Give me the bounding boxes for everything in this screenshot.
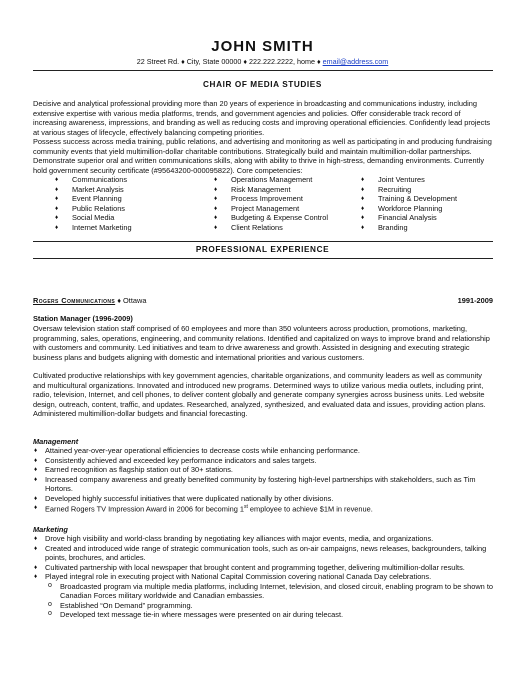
management-item: ♦ Earned recognition as flagship station out of 30+ stations.: [33, 465, 495, 475]
company-name: Rogers Communications: [33, 296, 116, 305]
company-location: ♦ Ottawa: [117, 296, 147, 305]
competency-item: ♦ Process Improvement: [211, 194, 328, 204]
marketing-list: [33, 534, 495, 620]
management-item: ♦ Developed highly successful initiatives that were duplicated nationally by other divisions.: [33, 494, 495, 504]
email-link[interactable]: email@address.com: [322, 57, 389, 66]
resume-title: CHAIR OF MEDIA STUDIES: [203, 80, 322, 89]
competency-item: ♦ Market Analysis: [52, 185, 132, 195]
competencies-column-3: [358, 175, 457, 233]
summary-paragraph-2: Possess success across media training, public relations, and advertising and monitoring as well as participating in and producing fundraising community events that yield multimillion-dollar charitable contributions. Strategically build and maintain multimillion-dollar partnerships. Demonstrate superior oral and written communications skills, along with ability to thrive in high-stress, demanding environments. Currently hold government security certificate (#95643200-000095822). Core competencies:: [33, 137, 492, 175]
competency-item: ♦ Budgeting & Expense Control: [211, 213, 328, 223]
marketing-item: ♦ Cultivated partnership with local newspaper that brought content and programming together, delivering multimillion-dollar results.: [33, 563, 495, 573]
experience-heading: PROFESSIONAL EXPERIENCE: [195, 245, 330, 254]
management-subheading: Management: [33, 437, 79, 446]
competency-item: ♦ Training & Development: [358, 194, 457, 204]
competency-item: ♦ Project Management: [211, 204, 328, 214]
competency-item: ♦ Branding: [358, 223, 457, 233]
marketing-item: ♦ Drove high visibility and world-class branding by negotiating key alliances with major events, media, and organizations.: [33, 534, 495, 544]
competencies-column-1: [52, 175, 132, 233]
marketing-subitem: o Developed text message tie-in where messages were presented on air during telecast.: [33, 610, 495, 620]
competency-item: ♦ Client Relations: [211, 223, 328, 233]
management-item-text: Earned Rogers TV Impression Award in 2006 for becoming 1: [45, 504, 244, 514]
contact-address: 22 Street Rd. ♦ City, State 00000 ♦ 222.222.2222, home ♦: [136, 57, 321, 66]
management-item: ♦ Increased company awareness and greatly benefited community by fostering high-level partnerships with stakeholders, such as Tim Hortons.: [33, 475, 495, 494]
competency-item: ♦ Risk Management: [211, 185, 328, 195]
management-item: ♦ Attained year-over-year operational efficiencies to decrease costs while enhancing performance.: [33, 446, 495, 456]
management-list: [33, 446, 495, 514]
marketing-subitem: o Broadcasted program via multiple media platforms, including Internet, television, and closed circuit, enabling program to be shown to Canadian Forces military worldwide and Canadian embassies.: [33, 582, 495, 601]
management-item-text: employee to achieve $1M in revenue.: [247, 504, 373, 514]
summary-paragraph-1: Decisive and analytical professional providing more than 20 years of experience in broadcasting and communications industry, including extensive expertise with various media platforms, trends, and government agencies and policies. Offer considerable track record of increasing awareness, impressions, and branding as well as reducing costs and improving operational efficiencies. Confidently lead projects at various stages of lifecycle, effectively balancing competing priorities.: [33, 99, 491, 137]
contact-line: [0, 57, 525, 66]
marketing-subitem: o Established “On Demand” programming.: [33, 601, 495, 611]
competency-item: ♦ Operations Management: [211, 175, 328, 185]
marketing-subheading: Marketing: [33, 525, 68, 534]
marketing-item: ♦ Played integral role in executing project with National Capital Commission covering national Canada Day celebrations.: [33, 572, 495, 582]
competency-item: ♦ Social Media: [52, 213, 132, 223]
competency-item: ♦ Communications: [52, 175, 132, 185]
competency-item: ♦ Financial Analysis: [358, 213, 457, 223]
competency-item: ♦ Public Relations: [52, 204, 132, 214]
company-line: [33, 296, 146, 305]
role-paragraph-1: Oversaw television station staff comprised of 60 employees and more than 350 volunteers across production, promotions, marketing, programming, sales, operations, engineering, and community relations. Identified and capitalized on ways to improve brand and relationship with customers and community. Led initiatives and team to drive awareness and growth. Assisted in designing and executing strategic business plans and budgets aligning with domestic and international priorities and various customers.: [33, 324, 490, 362]
competency-item: ♦ Workforce Planning: [358, 204, 457, 214]
job-role: Station Manager (1996-2009): [33, 314, 133, 323]
candidate-name: JOHN SMITH: [211, 38, 314, 55]
section-divider-bottom: [33, 258, 493, 259]
competency-item: ♦ Joint Ventures: [358, 175, 457, 185]
management-item: ♦ Consistently achieved and exceeded key performance indicators and sales targets.: [33, 456, 495, 466]
competency-item: ♦ Event Planning: [52, 194, 132, 204]
section-divider-top: [33, 241, 493, 242]
management-item: [33, 503, 495, 514]
competency-item: ♦ Recruiting: [358, 185, 457, 195]
marketing-item: ♦ Created and introduced wide range of strategic communication tools, such as on-air campaigns, news releases, backgrounders, talking points, brochures, and articles.: [33, 544, 495, 563]
competency-item: ♦ Internet Marketing: [52, 223, 132, 233]
superscript: st: [243, 504, 248, 510]
role-paragraph-2: Cultivated productive relationships with key government agencies, charitable organizations, and community leaders as well as community and multicultural organizations. Innovated and introduced new programs. Determined ways to utilize various media outlets, including print, radio, television, Internet, and cell phones, to deliver content globally and generate company synergies across business units. Led website design, outreach, content, traffic, and updates. Researched, analyzed, synthesized, and evaluated data and issues, providing action plans. Administered multimillion-dollar budgets and financial forecasting.: [33, 371, 486, 418]
header-divider: [33, 70, 493, 71]
employment-dates: 1991-2009: [457, 296, 493, 305]
competencies-column-2: [211, 175, 328, 233]
